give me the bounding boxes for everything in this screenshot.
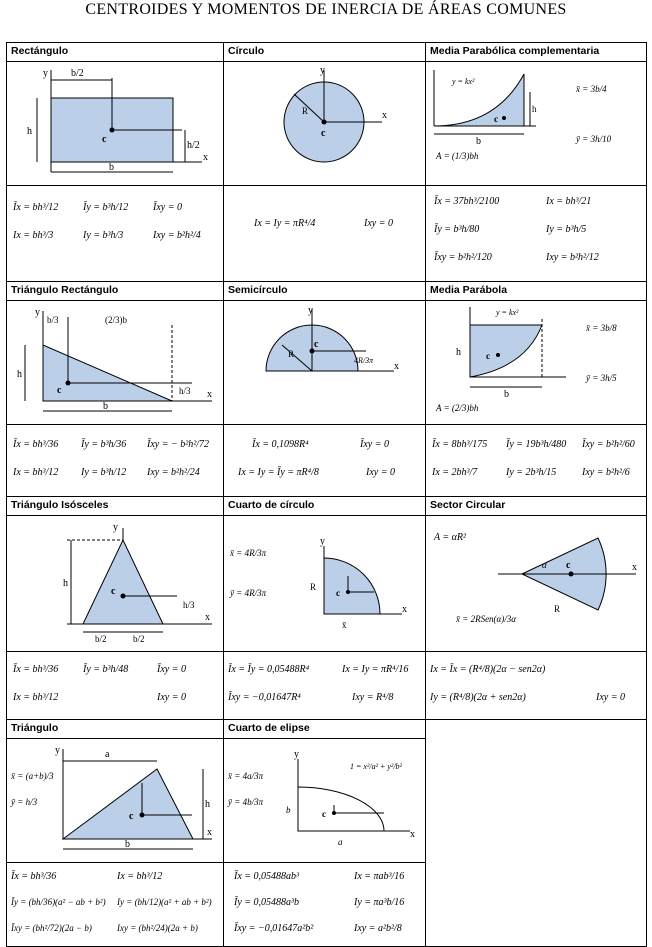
parab-comp-eq: y = kx²	[452, 77, 475, 86]
quarter-x: x	[402, 604, 407, 615]
tri-rect-diagram	[7, 301, 222, 419]
half-parab-f4: Ix = 2bh³/7	[432, 467, 478, 478]
cell-iso-figure	[7, 497, 224, 652]
tri-f6: Ixy = (bh²/24)(2a + b)	[117, 923, 198, 933]
half-parab-eq: y = kx²	[496, 308, 519, 317]
ellipse-c: c	[322, 809, 326, 819]
half-parab-f2: Īy = 19b³h/480	[506, 439, 567, 450]
cell-tri-rect-formulas	[7, 425, 224, 497]
half-parab-b: b	[504, 389, 509, 400]
parab-comp-f4: Iy = b³h/5	[546, 224, 587, 235]
ellipse-y: y	[294, 749, 299, 760]
tri-f1: Īx = bh³/36	[11, 871, 57, 882]
tri-xbar: x̄ = (a+b)/3	[11, 771, 54, 781]
quarter-f4: Ixy = R⁴/8	[352, 692, 394, 703]
ellipse-x: x	[410, 829, 415, 840]
rect-f6: Ixy = b²h²/4	[153, 230, 201, 241]
iso-f1: Īx = bh³/36	[13, 664, 59, 675]
parab-comp-f1: Īx = 37bh³/2100	[434, 196, 500, 207]
parab-comp-ybar: ȳ = 3h/10	[576, 134, 612, 144]
half-parab-f1: Īx = 8bh³/175	[432, 439, 488, 450]
rect-b-label: b	[109, 162, 114, 173]
iso-f3: Īxy = 0	[157, 664, 186, 675]
cell-tri-rect-figure	[7, 282, 224, 425]
quarter-ybar: ȳ = 4R/3π	[230, 588, 267, 598]
iso-f2: Īy = b³h/48	[83, 664, 129, 675]
tri-rect-c: c	[57, 385, 62, 396]
rect-f4: Ix = bh³/3	[13, 230, 54, 241]
tri-rect-y: y	[35, 307, 40, 318]
ellipse-f4: Iy = πa³b/16	[354, 897, 405, 908]
parab-comp-f2: Ix = bh³/21	[546, 196, 592, 207]
rect-h-label: h	[27, 126, 32, 137]
ellipse-f2: Ix = πab³/16	[354, 871, 405, 882]
cell-half-parab-formulas	[426, 425, 647, 497]
cell-empty	[426, 720, 647, 947]
iso-b2b: b/2	[133, 634, 145, 644]
quarter-c: c	[336, 588, 340, 598]
tri-rect-f2: Īy = b³h/36	[81, 439, 127, 450]
ellipse-xbar: x̄ = 4a/3π	[228, 771, 264, 781]
cell-parab-comp-formulas	[426, 186, 647, 282]
tri-h: h	[205, 799, 210, 810]
half-parab-h: h	[456, 347, 461, 358]
cell-iso-formulas	[7, 652, 224, 720]
semi-r: R	[288, 349, 295, 359]
ellipse-diagram	[224, 739, 424, 857]
ellipse-f1: Īx = 0,05488ab³	[234, 871, 300, 882]
cell-rectangle-figure	[7, 43, 224, 186]
half-parab-c: c	[486, 351, 490, 361]
tri-rect-f5: Iy = b³h/12	[81, 467, 127, 478]
tri-b: b	[125, 839, 130, 850]
rect-h2-label: h/2	[187, 140, 200, 151]
ellipse-eq: 1 = x²/a² + y²/b²	[350, 762, 402, 771]
circle-centroid-label: c	[321, 128, 326, 139]
tri-rect-f4: Ix = bh³/12	[13, 467, 59, 478]
half-parab-f6: Ixy = b²h²/6	[582, 467, 630, 478]
circle-f1: Ix = Iy = πR⁴/4	[254, 218, 316, 229]
parab-comp-f5: Īxy = b²h²/120	[434, 252, 492, 263]
parab-comp-diagram	[426, 62, 645, 162]
ellipse-f6: Ixy = a²b²/8	[354, 923, 402, 934]
tri-title: Triángulo	[7, 720, 223, 739]
ellipse-f5: Īxy = −0,01647a²b²	[234, 923, 314, 934]
parab-comp-area: A = (1/3)bh	[436, 151, 479, 161]
half-parab-f5: Iy = 2b³h/15	[506, 467, 557, 478]
parab-comp-xbar: x̄ = 3b/4	[576, 84, 607, 94]
cell-ellipse-figure	[224, 720, 426, 863]
ellipse-a: a	[338, 837, 343, 847]
rect-f3: Īxy = 0	[153, 202, 182, 213]
iso-f4: Ix = bh³/12	[13, 692, 59, 703]
tri-rect-b: b	[103, 401, 108, 412]
formula-table	[6, 42, 647, 947]
tri-f4: Iy = (bh/12)(a² + ab + b²)	[117, 897, 212, 907]
tri-y: y	[55, 745, 60, 756]
half-parab-f3: Īxy = b²h²/60	[582, 439, 635, 450]
semi-f1: Īx = 0,1098R⁴	[252, 439, 309, 450]
sector-area: A = αR²	[434, 532, 467, 543]
sector-f1: Ix = Īx = (R⁴/8)(2α − sen2α)	[430, 664, 546, 675]
parab-comp-title: Media Parabólica complementaria	[426, 43, 646, 62]
half-parab-title: Media Parábola	[426, 282, 646, 301]
half-parab-xbar: x̄ = 3b/8	[586, 323, 617, 333]
parab-comp-f3: Īy = b³h/80	[434, 224, 480, 235]
iso-h: h	[63, 578, 68, 589]
page-title: CENTROIDES Y MOMENTOS DE INERCIA DE ÁREAS COMUNES	[85, 1, 567, 18]
rect-centroid-label: c	[102, 134, 107, 145]
sector-f2: Iy = (R⁴/8)(2α + sen2α)	[430, 692, 526, 703]
quarter-xb: x̄	[342, 620, 347, 630]
sector-alpha: α	[542, 560, 547, 570]
tri-f2: Ix = bh³/12	[117, 871, 163, 882]
tri-rect-h: h	[17, 369, 22, 380]
quarter-f1: Īx = Īy = 0,05488R⁴	[228, 664, 310, 675]
quarter-diagram	[224, 516, 424, 646]
semi-f3: Ix = Iy = Īy = πR⁴/8	[238, 467, 319, 478]
sector-x: x	[632, 562, 637, 573]
tri-rect-x: x	[207, 389, 212, 400]
semi-title: Semicírculo	[224, 282, 425, 301]
ellipse-title: Cuarto de elipse	[224, 720, 425, 739]
iso-f5: Ixy = 0	[157, 692, 186, 703]
cell-half-parab-figure	[426, 282, 647, 425]
semi-diagram	[224, 301, 424, 401]
circle-title: Círculo	[224, 43, 425, 62]
rect-b2-label: b/2	[71, 68, 84, 79]
rect-f1: Īx = bh³/12	[13, 202, 59, 213]
semi-d: 4R/3π	[354, 356, 374, 365]
circle-y-label: y	[320, 65, 325, 76]
quarter-f3: Īxy = −0,01647R⁴	[228, 692, 301, 703]
parab-comp-f6: Ixy = b²h²/12	[546, 252, 599, 263]
semi-x: x	[394, 361, 399, 372]
sector-xbar: x̄ = 2RSen(α)/3α	[456, 614, 517, 624]
tri-x: x	[207, 827, 212, 838]
quarter-f2: Ix = Iy = πR⁴/16	[342, 664, 409, 675]
iso-diagram	[7, 516, 222, 646]
rect-f5: Iy = b³h/3	[83, 230, 124, 241]
semi-y: y	[308, 305, 313, 316]
ellipse-ybar: ȳ = 4b/3π	[228, 797, 264, 807]
tri-rect-f1: Īx = bh³/36	[13, 439, 59, 450]
tri-rect-b3: b/3	[47, 315, 59, 325]
tri-diagram	[7, 739, 222, 857]
sector-diagram	[426, 516, 645, 646]
half-parab-ybar: ȳ = 3h/5	[586, 373, 617, 383]
ellipse-b: b	[286, 805, 291, 815]
cell-semi-figure	[224, 282, 426, 425]
quarter-title: Cuarto de círculo	[224, 497, 425, 516]
cell-circle-formulas	[224, 186, 426, 282]
tri-f5: Īxy = (bh²/72)(2a − b)	[11, 923, 92, 933]
sector-r: R	[554, 604, 561, 614]
tri-a: a	[105, 749, 110, 760]
half-parab-diagram	[426, 301, 645, 416]
sector-f3: Ixy = 0	[596, 692, 625, 703]
iso-y: y	[113, 522, 118, 533]
rectangle-diagram	[7, 62, 222, 180]
circle-f2: Ixy = 0	[364, 218, 393, 229]
rect-y-label: y	[43, 68, 48, 79]
circle-diagram	[224, 62, 424, 180]
cell-quarter-figure	[224, 497, 426, 652]
tri-rect-f3: Īxy = − b²h²/72	[147, 439, 209, 450]
cell-ellipse-formulas	[224, 863, 426, 947]
tri-rect-f6: Ixy = b²h²/24	[147, 467, 200, 478]
circle-r-label: R	[302, 106, 309, 116]
rect-x-label: x	[203, 152, 208, 163]
quarter-r: R	[310, 582, 317, 592]
quarter-y: y	[320, 536, 325, 547]
parab-comp-b: b	[476, 136, 481, 147]
iso-x: x	[205, 612, 210, 623]
sector-c: c	[566, 560, 571, 571]
ellipse-f3: Īy = 0,05488a³b	[234, 897, 300, 908]
cell-parab-comp-figure	[426, 43, 647, 186]
tri-f3: Īy = (bh/36)(a² − ab + b²)	[11, 897, 106, 907]
tri-ybar: ȳ = h/3	[11, 797, 38, 807]
iso-title: Triángulo Isósceles	[7, 497, 223, 516]
parab-comp-centroid: c	[494, 114, 498, 124]
tri-c: c	[129, 811, 134, 822]
tri-rect-2b3: (2/3)b	[105, 315, 127, 325]
cell-quarter-formulas	[224, 652, 426, 720]
circle-x-label: x	[382, 110, 387, 121]
cell-tri-formulas	[7, 863, 224, 947]
rectangle-title: Rectángulo	[7, 43, 223, 62]
semi-f2: Īxy = 0	[360, 439, 389, 450]
cell-sector-formulas	[426, 652, 647, 720]
sector-title: Sector Circular	[426, 497, 646, 516]
cell-semi-formulas	[224, 425, 426, 497]
cell-tri-figure	[7, 720, 224, 863]
iso-h3: h/3	[183, 600, 195, 610]
tri-rect-title: Triángulo Rectángulo	[7, 282, 223, 301]
cell-rectangle-formulas	[7, 186, 224, 282]
semi-f4: Ixy = 0	[366, 467, 395, 478]
semi-c: c	[314, 339, 319, 350]
cell-sector-figure	[426, 497, 647, 652]
quarter-xbar: x̄ = 4R/3π	[230, 548, 267, 558]
rect-f2: Īy = b³h/12	[83, 202, 129, 213]
half-parab-area: A = (2/3)bh	[436, 403, 479, 413]
iso-c: c	[111, 586, 116, 597]
tri-rect-h3: h/3	[179, 386, 191, 396]
iso-b2a: b/2	[95, 634, 107, 644]
parab-comp-h: h	[532, 104, 537, 114]
cell-circle-figure	[224, 43, 426, 186]
